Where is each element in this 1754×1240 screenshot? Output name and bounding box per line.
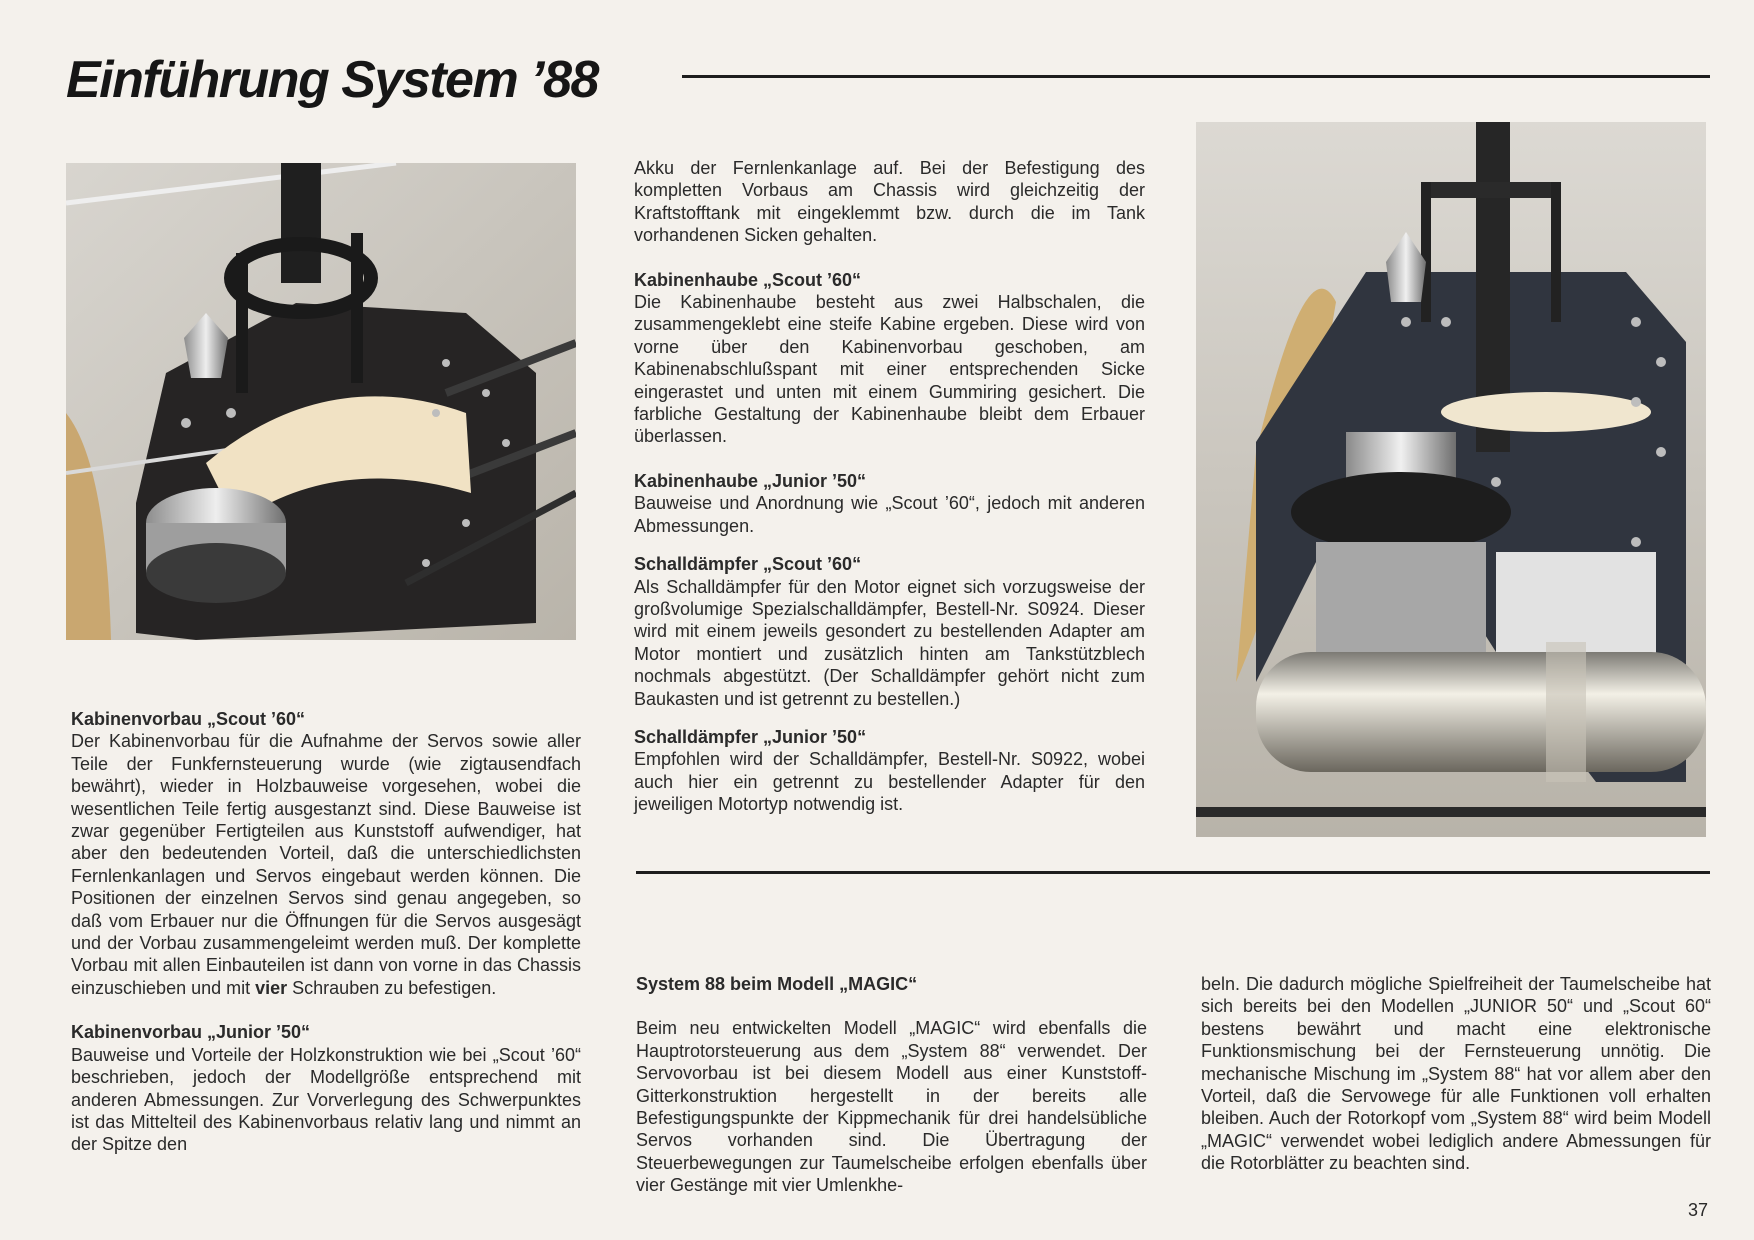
heading-kabinenhaube-junior: Kabinenhaube „Junior ’50“ bbox=[634, 470, 867, 491]
paragraph-schalldaempfer-junior: Empfohlen wird der Schalldämpfer, Bestell-Nr. S0922, wobei auch hier ein getrennt zu bestellender Adapter für den jeweiligen Motortyp notwendig ist. bbox=[634, 749, 1145, 815]
page-title: Einführung System ’88 bbox=[66, 51, 598, 109]
column-3 bbox=[1201, 973, 1711, 1175]
title-rule bbox=[682, 75, 1710, 78]
paragraph-continuation: Akku der Fernlenkanlage auf. Bei der Befestigung des kompletten Vorbaus am Chassis wird gleichzeitig der Kraftstofftank mit eingeklemmt bzw. durch die im Tank vorhandenen Sicken gehalten. bbox=[634, 158, 1145, 246]
text-run: Schrauben zu befestigen. bbox=[287, 977, 497, 998]
heading-kabinenhaube-scout: Kabinenhaube „Scout ’60“ bbox=[634, 269, 862, 290]
paragraph-schalldaempfer-scout: Als Schalldämpfer für den Motor eignet sich vorzugsweise der großvolumige Spezialschalldämpfer, Bestell-Nr. S0924. Dieser wird mit einem jeweils gesondert zu bestellenden Adapter am Motor montiert und zusätzlich hinten am Tankstützblech nochmals abgestützt. (Der Schalldämpfer gehört nicht zum Baukasten und ist getrennt zu bestellen.) bbox=[634, 576, 1145, 709]
text-run: Der Kabinenvorbau für die Aufnahme der Servos sowie aller Teile der Funkfernsteuerung wurde (wie zigtausendfach bewährt), wieder in Holzbauweise vorgesehen, wobei die wesentlichen Teile fertig ausgestanzt sind. Diese Bauweise ist zwar gegenüber Fertigteilen aus Kunststoff aufwendiger, hat aber den bedeutenden Vorteil, daß die unterschiedlichsten Fernlenkanlagen und Servos eingebaut werden können. Die Positionen der einzelnen Servos sind genau angegeben, so daß vom Erbauer nur die Öffnungen für die Servos ausgesägt und der Vorbau zusammengeleimt werden muß. Der komplette Vorbau mit allen Einbauteilen ist dann von vorne in das Chassis einzuschieben und mit bbox=[71, 731, 581, 998]
section-rule bbox=[636, 871, 1710, 874]
paragraph-magic-continuation: beln. Die dadurch mögliche Spielfreiheit der Taumelscheibe hat sich bereits bei den Modellen „JUNIOR 50“ und „Scout 60“ bestens bewährt und macht eine elektronische Funktionsmischung bei der Fernsteuerung unnötig. Die mechanische Mischung im „System 88“ hat vor allem aber den Vorteil, daß die Servowege für alle Funktionen voll erhalten bleiben. Auch der Rotorkopf vom „System 88“ wird beim Modell „MAGIC“ verwendet wobei lediglich andere Abmessungen für die Rotorblätter zu beachten sind. bbox=[1201, 974, 1711, 1174]
paragraph-kabinenhaube-scout: Die Kabinenhaube besteht aus zwei Halbschalen, die zusammengeklebt eine steife Kabine ergeben. Diese wird von vorne über den Kabinenvorbau geschoben, am Kabinenabschlußspant mit einer entsprechenden Sicke eingerastet und unten mit einem Gummiring gesichert. Die farbliche Gestaltung der Kabinenhaube bleibt dem Erbauer überlassen. bbox=[634, 292, 1145, 447]
heading-system-88-magic: System 88 beim Modell „MAGIC“ bbox=[636, 974, 918, 994]
heading-schalldaempfer-junior: Schalldämpfer „Junior ’50“ bbox=[634, 726, 867, 747]
heading-kabinenvorbau-junior: Kabinenvorbau „Junior ’50“ bbox=[71, 1022, 311, 1043]
photo-rotor-head-mechanics bbox=[66, 163, 576, 640]
column-2-lower bbox=[636, 973, 1147, 1197]
paragraph-kabinenvorbau-junior: Bauweise und Vorteile der Holzkonstruktion wie bei „Scout ’60“ beschrieben, jedoch der Modellgröße entsprechend mit anderen Abmessungen. Zur Vorverlegung des Schwerpunktes ist das Mittelteil des Kabinenvorbaus relativ lang und nimmt an der Spitze den bbox=[71, 1044, 581, 1155]
paragraph-kabinenhaube-junior: Bauweise und Anordnung wie „Scout ’60“, jedoch mit anderen Abmessungen. bbox=[634, 493, 1145, 536]
paragraph-system-88-magic: Beim neu entwickelten Modell „MAGIC“ wird ebenfalls die Hauptrotorsteuerung aus dem „System 88“ verwendet. Der Servovorbau ist bei diesem Modell aus einer Kunststoff-Gitterkonstruktion hergestellt in der bereits alle Befestigungspunkte der Kippmechanik für drei handelsübliche Servos vorhanden sind. Die Übertragung der Steuerbewegungen zur Taumelscheibe erfolgen ebenfalls über vier Gestänge mit vier Umlenkhe- bbox=[636, 1018, 1147, 1196]
photo-engine-muffler bbox=[1196, 122, 1706, 837]
column-1 bbox=[71, 708, 581, 1156]
page-number: 37 bbox=[1688, 1200, 1709, 1220]
column-2-upper bbox=[634, 157, 1145, 816]
heading-schalldaempfer-scout: Schalldämpfer „Scout ’60“ bbox=[634, 554, 862, 575]
bold-word: vier bbox=[255, 977, 288, 998]
paragraph-kabinenvorbau-scout bbox=[71, 730, 581, 999]
heading-kabinenvorbau-scout: Kabinenvorbau „Scout ’60“ bbox=[71, 709, 306, 729]
